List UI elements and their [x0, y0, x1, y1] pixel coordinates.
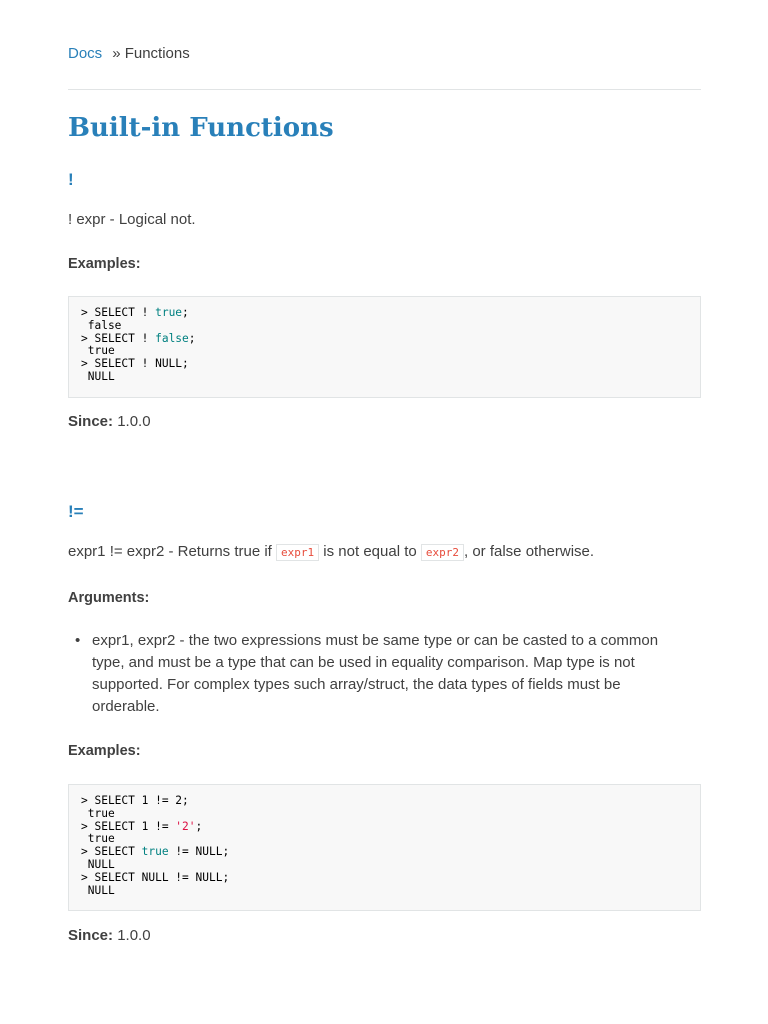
argument-text: expr1, expr2 - the two expressions must be same type or can be casted to a common type, and must be a type that can be used in equality comparison. Map type is not supported. For complex types such array/struct, the data types of fields must be orderable.	[92, 632, 659, 715]
code-text: > SELECT	[81, 845, 142, 859]
usage-text-middle: is not equal to	[319, 543, 421, 560]
code-not-line	[81, 344, 115, 357]
usage-text-before: expr1 != expr2 - Returns true if	[68, 543, 277, 560]
code-text: true	[81, 832, 115, 846]
code-not-line	[81, 306, 189, 319]
code-not-line	[81, 332, 196, 345]
code-text: false	[81, 318, 122, 332]
code-not-equal-line	[81, 858, 115, 871]
code-not-equal-line	[81, 845, 229, 858]
code-text: NULL	[81, 369, 115, 383]
code-keyword: true	[155, 306, 183, 319]
code-text: true	[81, 806, 115, 820]
code-text: > SELECT NULL != NULL;	[81, 870, 230, 884]
code-block-not-equal	[68, 784, 701, 911]
breadcrumb-current: Functions	[124, 45, 190, 62]
code-text: > SELECT ! NULL;	[81, 357, 189, 371]
code-text: > SELECT !	[81, 306, 156, 319]
list-item	[75, 630, 672, 718]
header-divider	[68, 89, 701, 90]
code-text: != NULL;	[168, 845, 230, 859]
code-not-line	[81, 370, 115, 383]
breadcrumb-docs-link[interactable]: Docs	[68, 45, 103, 62]
code-not-equal-line	[81, 884, 115, 897]
breadcrumb-separator: »	[112, 45, 121, 62]
code-text: ;	[195, 819, 203, 833]
arguments-label: Arguments:	[68, 590, 150, 606]
code-text: NULL	[81, 883, 115, 897]
function-heading-not-equal[interactable]: !=	[68, 502, 84, 521]
code-not-equal-line	[81, 794, 189, 807]
function-usage-not-equal	[68, 541, 594, 564]
code-not-equal-line	[81, 832, 115, 845]
usage-text-after: , or false otherwise.	[464, 543, 595, 560]
code-not-equal-line	[81, 807, 115, 820]
since-value-not-equal: 1.0.0	[117, 927, 151, 944]
code-text: NULL	[81, 857, 115, 871]
arguments-list	[68, 630, 672, 718]
code-block-not	[68, 296, 701, 398]
bullet-icon: •	[75, 632, 81, 649]
code-not-line	[81, 319, 121, 332]
code-keyword: true	[141, 845, 169, 859]
code-block-not-equal-text	[69, 785, 700, 907]
examples-label-not: Examples:	[68, 256, 141, 272]
since-not-equal	[68, 926, 151, 946]
function-usage-not: ! expr - Logical not.	[68, 211, 196, 228]
code-not-line	[81, 357, 189, 370]
since-label-not: Since:	[68, 413, 114, 430]
code-not-equal-line	[81, 871, 229, 884]
since-not	[68, 412, 151, 432]
code-block-not-text	[69, 297, 700, 394]
code-text: > SELECT !	[81, 331, 156, 345]
code-text: true	[81, 344, 115, 358]
function-heading-not[interactable]: !	[68, 170, 74, 189]
code-keyword: false	[155, 331, 189, 345]
since-value-not: 1.0.0	[117, 413, 151, 430]
code-text: ;	[188, 331, 196, 345]
code-text: > SELECT 1 !=	[81, 819, 176, 833]
code-string: '2'	[175, 819, 196, 833]
inline-code-expr2: expr2	[421, 544, 464, 561]
examples-label-not-equal: Examples:	[68, 743, 141, 759]
page-title: Built-in Functions	[68, 113, 334, 143]
breadcrumb	[68, 44, 190, 64]
since-label-not-equal: Since:	[68, 927, 114, 944]
code-text: ;	[182, 306, 189, 319]
inline-code-expr1: expr1	[276, 544, 319, 561]
code-text: > SELECT 1 != 2;	[81, 794, 189, 807]
code-not-equal-line	[81, 820, 202, 833]
